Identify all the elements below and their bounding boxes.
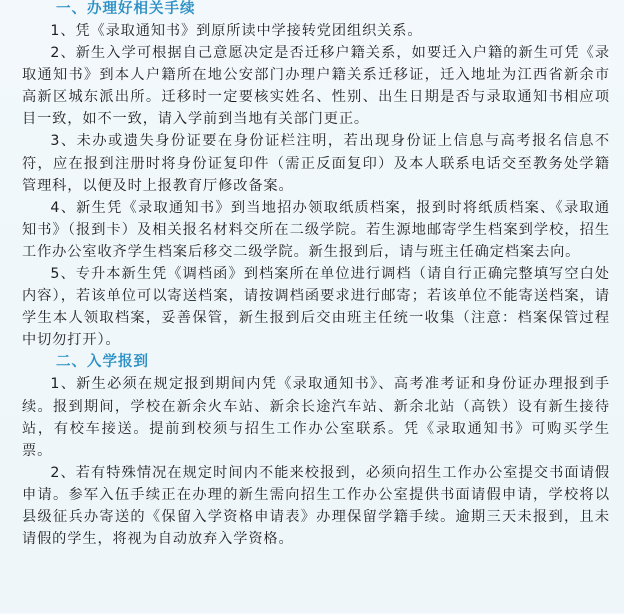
paragraph-1-5: 5、专升本新生凭《调档函》到档案所在单位进行调档（请自行正确完整填写空白处内容），若该单位可以寄送档案，请按调档函要求进行邮寄；若该单位不能寄送档案，请学生本人领取档案，妥善保管，新生报到后交由班主任统一收集（注意：档案保管过程中切勿打开）。 — [22, 266, 610, 349]
paragraph-1-2: 2、新生入学可根据自己意愿决定是否迁移户籍关系，如要迁入户籍的新生可凭《录取通知书》到本人户籍所在地公安部门办理户籍关系迁移证，迁入地址为江西省新余市高新区城东派出所。迁移时一定要核实姓名、性别、出生日期是否与录取通知书相应项目一致，如不一致，请入学前到当地有关部门更正。 — [22, 45, 610, 128]
paragraph-2-1: 1、新生必须在规定报到期间内凭《录取通知书》、高考准考证和身份证办理报到手续。报到期间，学校在新余火车站、新余长途汽车站、新余北站（高铁）设有新生接待站，有校车接送。提前到校须与招生工作办公室联系。凭《录取通知书》可购买学生票。 — [22, 376, 610, 459]
paragraph-1-3: 3、未办或遗失身份证要在身份证栏注明，若出现身份证上信息与高考报名信息不符，应在报到注册时将身份证复印件（需正反面复印）及本人联系电话交至教务处学籍管理科，以便及时上报教育厅修改备案。 — [22, 133, 610, 194]
section-heading-procedures: 一、办理好相关手续 — [56, 1, 196, 17]
paragraph-1-1: 1、凭《录取通知书》到原所读中学接转党团组织关系。 — [50, 23, 423, 39]
paragraph-1-4: 4、新生凭《录取通知书》到当地招办领取纸质档案，报到时将纸质档案、《录取通知书》（报到卡）及相关报名材料交所在二级学院。若生源地邮寄学生档案到学校，招生工作办公室收齐学生档案后移交二级学院。新生报到后，请与班主任确定档案去向。 — [22, 199, 610, 260]
section-heading-registration: 二、入学报到 — [56, 354, 149, 371]
paragraph-2-2: 2、若有特殊情况在规定时间内不能来校报到，必须向招生工作办公室提交书面请假申请。参军入伍手续正在办理的新生需向招生工作办公室提供书面请假申请，学校将以县级征兵办寄送的《保留入学资格申请表》办理保留学籍手续。逾期三天未报到，且未请假的学生，将视为自动放弃入学资格。 — [22, 464, 610, 548]
